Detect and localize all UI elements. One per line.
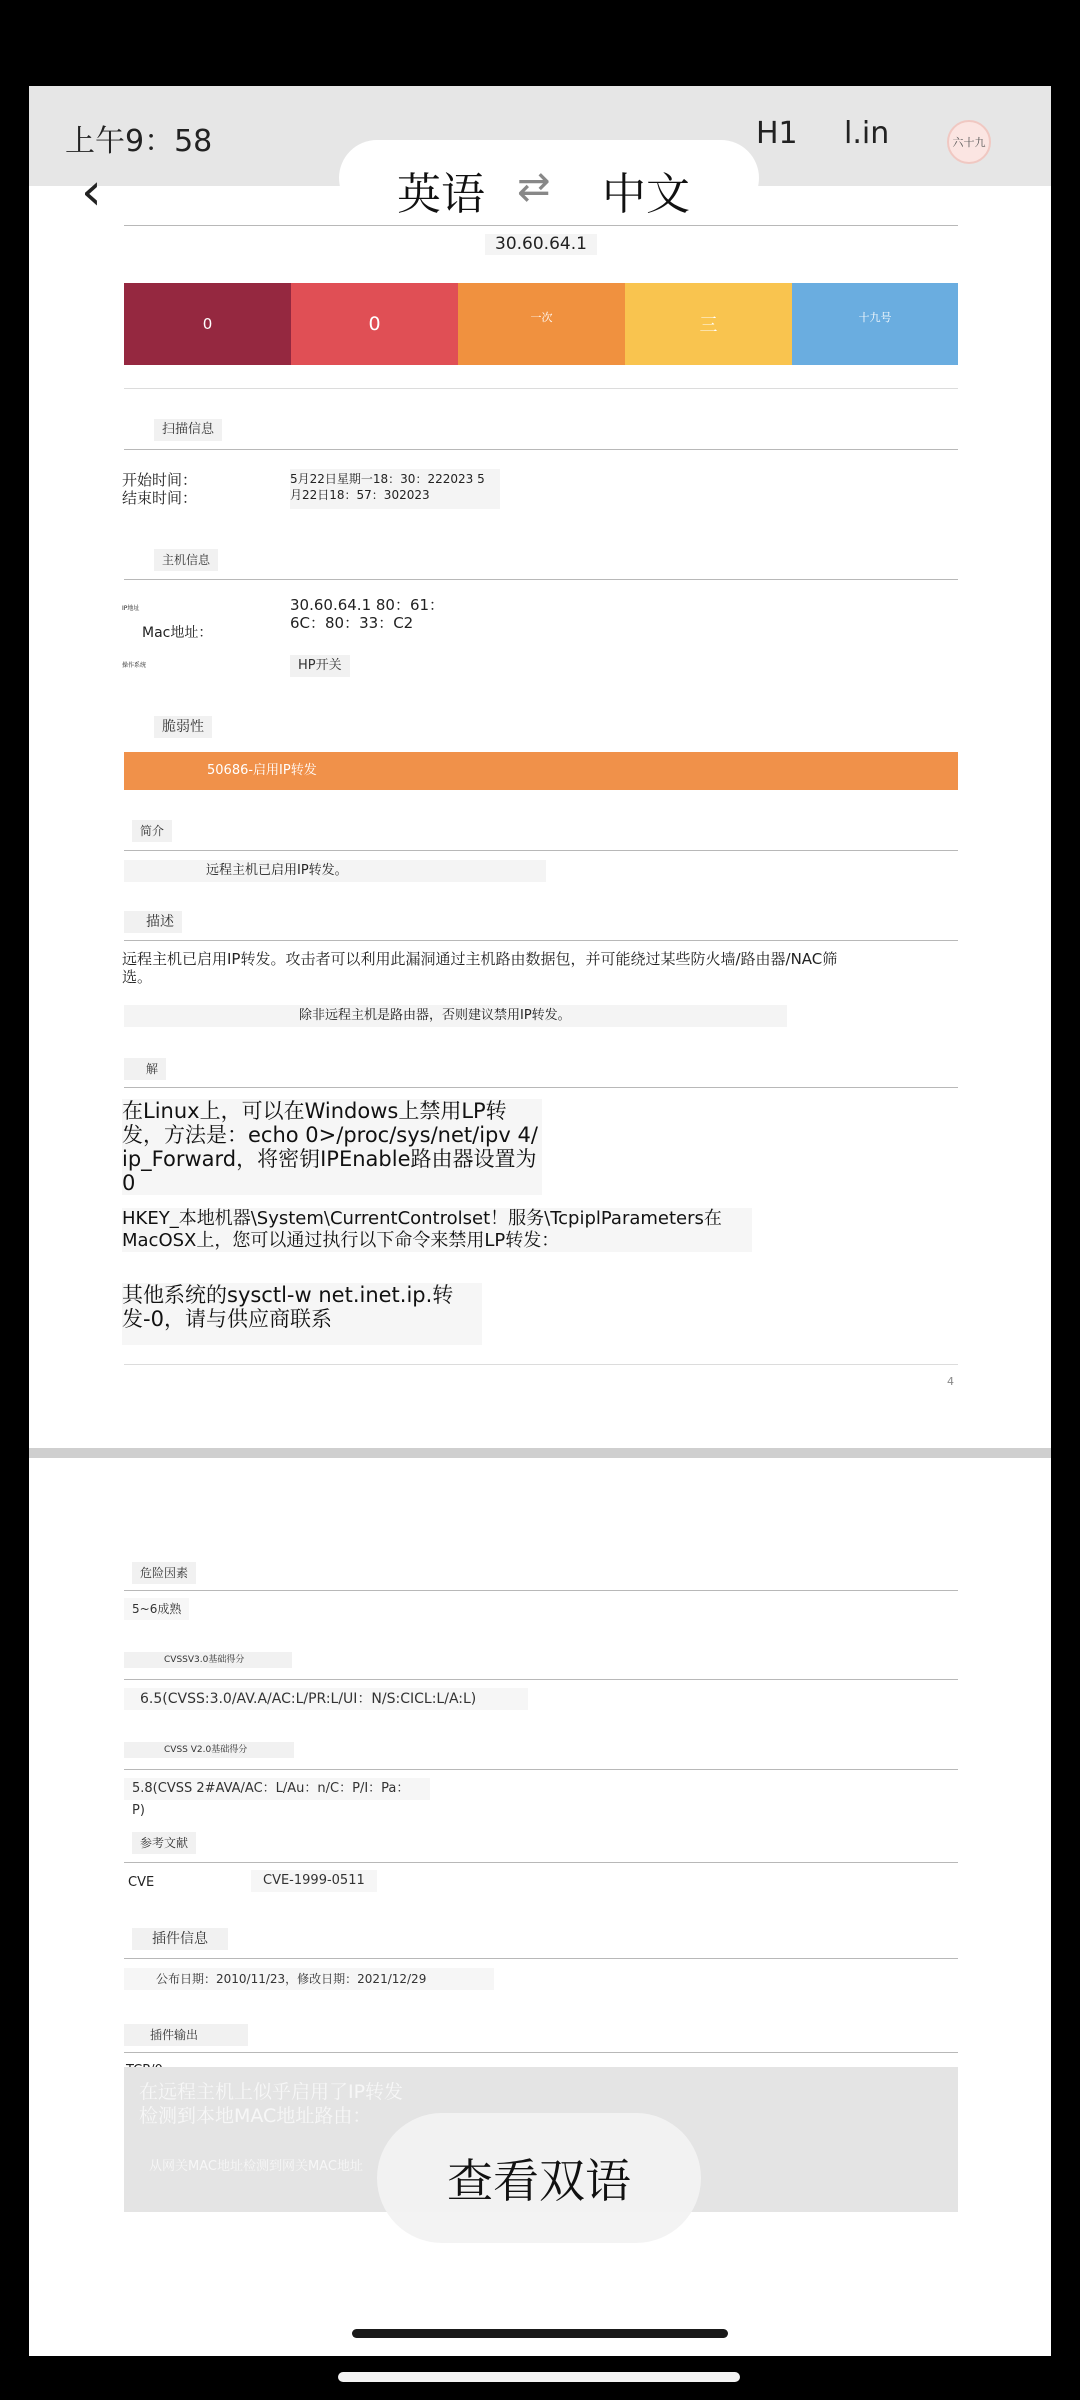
scan-times bbox=[290, 469, 500, 509]
severity-count: 0 bbox=[368, 313, 381, 335]
cvss2-value: 5.8(CVSS 2#AVA/AC：L/Au：n/C：P/I：Pa：P) bbox=[124, 1778, 430, 1800]
plugin-dates: 公布日期：2010/11/23，修改日期：2021/12/29 bbox=[124, 1968, 494, 1990]
divider bbox=[124, 850, 958, 851]
mac-label: Mac地址： bbox=[142, 625, 213, 641]
section-heading-solution: 解 bbox=[124, 1058, 166, 1080]
summary-text: 远程主机已启用IP转发。 bbox=[124, 860, 546, 882]
start-time-label: 开始时间： bbox=[122, 471, 198, 489]
solution-line: 发-0，请与供应商联系 bbox=[122, 1307, 332, 1331]
document-page-1 bbox=[29, 86, 1051, 1446]
divider bbox=[124, 388, 958, 389]
description-line: 选。 bbox=[122, 968, 153, 986]
host-ip: 30.60.64.1 bbox=[485, 234, 597, 255]
solution-linux-block bbox=[122, 1099, 542, 1195]
solution-line: HKEY_本地机器\System\CurrentControlset！服务\TcpiplParameters在 bbox=[122, 1208, 722, 1229]
section-heading-vulnerability: 脆弱性 bbox=[154, 716, 212, 738]
risk-value: 5~6成熟 bbox=[124, 1598, 189, 1620]
scan-time-line: 5月22日星期一18：30：222023 5 bbox=[290, 472, 485, 486]
severity-count: 十九号 bbox=[858, 311, 892, 324]
host-address-values bbox=[290, 596, 444, 632]
section-heading-references: 参考文献 bbox=[132, 1832, 196, 1854]
reference-cve-link[interactable]: CVE-1999-0511 bbox=[251, 1870, 377, 1892]
section-heading-cvss3: CVSSV3.0基础得分 bbox=[124, 1652, 292, 1668]
severity-bar-high bbox=[291, 283, 458, 365]
status-indicator-lin: l.in bbox=[844, 116, 890, 151]
severity-bar-critical bbox=[124, 283, 291, 365]
target-language-button[interactable]: 中文 bbox=[602, 169, 690, 220]
divider bbox=[124, 449, 958, 450]
os-label-small: 操作系统 bbox=[122, 662, 147, 669]
section-heading-plugin-info: 插件信息 bbox=[132, 1928, 228, 1950]
divider bbox=[124, 1087, 958, 1088]
solution-line: 其他系统的sysctl-w net.inet.ip.转 bbox=[122, 1283, 454, 1307]
ip-label-small: IP地址 bbox=[122, 605, 140, 612]
divider bbox=[124, 225, 958, 226]
description-line: 远程主机已启用IP转发。攻击者可以利用此漏洞通过主机路由数据包，并可能绕过某些防火墙/路由器/NAC筛 bbox=[122, 950, 838, 968]
plugin-output-line: 检测到本地MAC地址路由： bbox=[139, 2105, 372, 2127]
chevron-left-icon[interactable]: ‹ bbox=[81, 162, 102, 222]
os-value: HP开关 bbox=[290, 655, 350, 677]
page-separator bbox=[29, 1448, 1051, 1458]
section-heading-plugin-output: 插件输出 bbox=[124, 2024, 248, 2046]
severity-count: 0 bbox=[202, 315, 213, 333]
status-indicator-h1: H1 bbox=[756, 116, 798, 151]
divider bbox=[124, 1679, 958, 1680]
severity-count: 一次 bbox=[530, 311, 553, 324]
plugin-output-line: 在远程主机上似乎启用了IP转发 bbox=[139, 2081, 404, 2103]
divider bbox=[124, 1769, 958, 1770]
view-bilingual-button[interactable]: 查看双语 bbox=[377, 2113, 701, 2243]
description-recommendation: 除非远程主机是路由器，否则建议禁用IP转发。 bbox=[124, 1005, 787, 1027]
section-heading-risk: 危险因素 bbox=[132, 1562, 196, 1584]
severity-bar-medium bbox=[458, 283, 625, 365]
avatar[interactable]: 六十九 bbox=[947, 120, 991, 164]
source-language-button[interactable]: 英语 bbox=[397, 169, 485, 220]
severity-count: 三 bbox=[699, 315, 718, 336]
description-text bbox=[122, 950, 968, 986]
section-heading-description: 描述 bbox=[124, 911, 182, 933]
inner-home-indicator bbox=[352, 2329, 728, 2338]
divider bbox=[124, 940, 958, 941]
solution-line: 发，方法是：echo 0>/proc/sys/net/ipv 4/ bbox=[122, 1123, 538, 1147]
section-heading-scan-info: 扫描信息 bbox=[154, 419, 222, 441]
section-heading-summary: 简介 bbox=[132, 820, 172, 842]
swap-arrows-icon[interactable]: ⇄ bbox=[517, 164, 551, 210]
severity-bar-info bbox=[792, 283, 958, 365]
divider bbox=[124, 2052, 958, 2053]
solution-line: 在Linux上，可以在Windows上禁用LP转 bbox=[122, 1099, 507, 1123]
footer-divider bbox=[124, 1364, 958, 1365]
page-number: 4 bbox=[947, 1375, 954, 1388]
end-time-label: 结束时间： bbox=[122, 489, 198, 507]
section-heading-host-info: 主机信息 bbox=[154, 549, 218, 571]
reference-key: CVE bbox=[128, 1875, 155, 1890]
section-heading-cvss2: CVSS V2.0基础得分 bbox=[124, 1742, 294, 1758]
home-indicator[interactable] bbox=[338, 2372, 740, 2382]
scan-time-line: 月22日18：57：302023 bbox=[290, 488, 430, 502]
divider bbox=[124, 1958, 958, 1959]
host-address-line: 6C：80：33：C2 bbox=[290, 614, 414, 632]
cvss3-value: 6.5(CVSS:3.0/AV.A/AC:L/PR:L/UI：N/S:CICL:L/A:L) bbox=[124, 1688, 528, 1710]
status-time: 上午9：58 bbox=[65, 124, 213, 159]
solution-registry-block bbox=[122, 1208, 752, 1252]
vulnerability-title: 50686-启用IP转发 bbox=[207, 763, 317, 778]
severity-bar-low bbox=[625, 283, 792, 365]
vulnerability-title-bar bbox=[124, 752, 958, 790]
app-screen bbox=[29, 86, 1051, 2356]
divider bbox=[124, 579, 958, 580]
host-address-line: 30.60.64.1 80：61： bbox=[290, 596, 445, 614]
solution-line: MacOSX上，您可以通过执行以下命令来禁用LP转发： bbox=[122, 1230, 560, 1251]
plugin-output-line: 从网关MAC地址检测到网关MAC地址 bbox=[149, 2159, 363, 2174]
divider bbox=[124, 1862, 958, 1863]
solution-line: ip_Forward，将密钥IPEnable路由器设置为0 bbox=[122, 1147, 537, 1195]
divider bbox=[124, 1590, 958, 1591]
solution-other-block bbox=[122, 1283, 482, 1345]
